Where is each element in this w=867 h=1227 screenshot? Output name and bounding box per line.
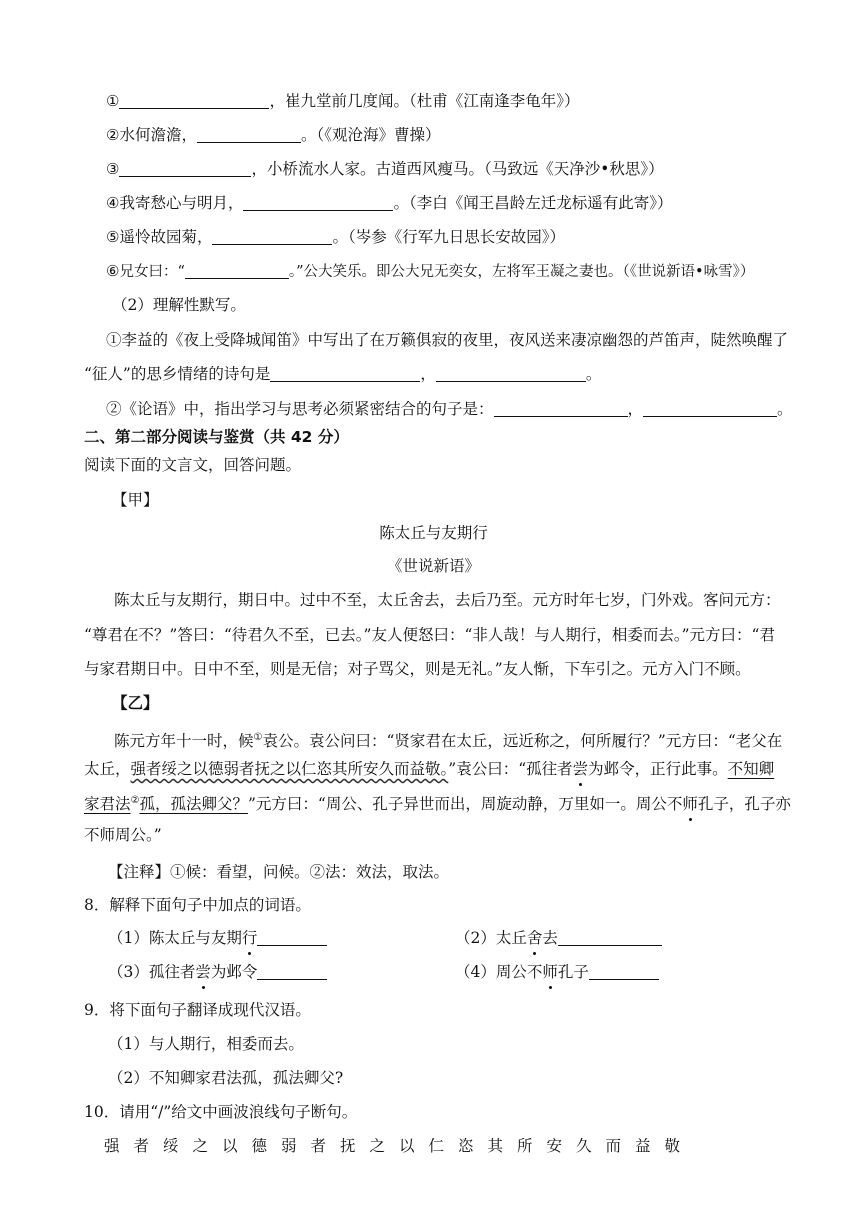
answer-blank[interactable]	[243, 192, 393, 211]
question-8-title: 8．解释下面句子中加点的词语。	[84, 896, 311, 914]
q8-item: （1）陈太丘与友期行	[108, 926, 327, 950]
question-9-title: 9．将下面句子翻译成现代汉语。	[84, 1001, 311, 1019]
answer-blank[interactable]	[436, 363, 586, 382]
item-number: ④	[106, 194, 120, 212]
q9-item: （2）不知卿家君法孤，孤法卿父?	[108, 1069, 344, 1087]
underlined-sentence: 孤，孤法卿父？	[139, 795, 248, 814]
answer-blank[interactable]	[257, 961, 327, 980]
answer-blank[interactable]	[494, 398, 628, 417]
item-number: ⑥	[106, 262, 120, 280]
subheading-understanding: （2）理解性默写。	[112, 296, 246, 314]
answer-blank[interactable]	[643, 398, 777, 417]
fill-item-3: ③ ，小桥流水人家。古道西风瘦马。（马致远《天净沙•秋思》）	[106, 160, 664, 178]
underlined-sentence: 家君法	[84, 795, 131, 814]
passage-jia-line: “尊君在不？”答曰：“待君久不至，已去。”友人便怒曰：“非人哉！与人期行，相委而去。”元方曰：“君	[84, 626, 775, 644]
answer-blank[interactable]	[257, 927, 327, 946]
fill-item-2: ②水何澹澹， 。（《观沧海》曹操）	[106, 126, 441, 144]
answer-blank[interactable]	[212, 226, 332, 245]
answer-blank[interactable]	[119, 90, 269, 109]
punctuation-sentence: 强者绥之以德弱者抚之以仁恣其所安久而益敬	[104, 1137, 695, 1155]
section-instruction: 阅读下面的文言文，回答问题。	[84, 456, 302, 474]
passage-yi-line: 陈元方年十一时，候①袁公。袁公问曰：“贤家君在太丘，远近称之，何所履行？”元方曰：“老父在	[114, 732, 783, 751]
passage-yi-line: 家君法②孤，孤法卿父？”元方曰：“周公、孔子异世而出，周旋动静，万里如一。周公不师孔子，孔子亦	[84, 789, 791, 816]
passage-source: 《世说新语》	[386, 557, 480, 575]
passage-yi-label: 【乙】	[112, 694, 159, 712]
section-heading: 二、第二部分阅读与鉴赏（共 42 分）	[84, 428, 349, 446]
answer-blank[interactable]	[185, 260, 289, 279]
q8-item: （2）太丘舍去	[455, 926, 662, 950]
item-number: ①	[106, 92, 120, 110]
question-2: ②《论语》中，指出学习与思考必须紧密结合的句子是： ， 。	[106, 400, 793, 418]
underlined-sentence: 不知卿	[727, 760, 775, 778]
q8-item: （4）周公不师孔子	[455, 960, 659, 984]
answer-blank[interactable]	[589, 961, 659, 980]
q8-item: （3）孤往者尝为邺令	[108, 960, 327, 984]
annotation-notes: 【注释】①候：看望，问候。②法：效法，取法。	[108, 863, 450, 881]
dotted-word: 师	[682, 792, 698, 816]
item-number: ②	[106, 126, 120, 144]
passage-yi-line: 太丘，强者绥之以德弱者抚之以仁恣其所安久而益敬。”袁公曰：“孤往者尝为邺令，正行此事。不知卿	[84, 757, 774, 781]
question-1-line1: ①李益的《夜上受降城闻笛》中写出了在万籁俱寂的夜里，夜风送来凄凉幽怨的芦笛声，陡然唤醒了	[106, 331, 789, 349]
passage-title: 陈太丘与友期行	[379, 524, 488, 542]
wavy-underlined-sentence: 强者绥之以德弱者抚之以仁恣其所安久而益敬。	[130, 760, 449, 778]
answer-blank[interactable]	[197, 124, 301, 143]
fill-item-5: ⑤遥怜故园菊， 。（岑参《行军九日思长安故园》）	[106, 228, 565, 246]
q9-item: （1）与人期行，相委而去。	[108, 1035, 304, 1053]
item-number: ③	[106, 160, 120, 178]
answer-blank[interactable]	[558, 927, 662, 946]
question-1-line2: “征人”的思乡情绪的诗句是 ， 。	[84, 365, 602, 383]
fill-item-6: ⑥兄女曰：“ 。”公大笑乐。即公大兄无奕女，左将军王凝之妻也。（《世说新语•咏雪》）	[106, 262, 755, 280]
item-number: ⑤	[106, 228, 120, 246]
dotted-word: 尝	[573, 757, 589, 781]
passage-jia-label: 【甲】	[112, 491, 159, 509]
fill-item-1: ① ，崔九堂前几度闻。（杜甫《江南逢李龟年》）	[106, 92, 580, 110]
passage-jia-line: 陈太丘与友期行，期日中。过中不至，太丘舍去，去后乃至。元方时年七岁，门外戏。客问元方：	[114, 591, 781, 609]
passage-yi-line: 不师周公。”	[84, 826, 162, 844]
question-10-title: 10．请用“/”给文中画波浪线句子断句。	[84, 1103, 358, 1121]
fill-item-4: ④我寄愁心与明月， 。（李白《闻王昌龄左迁龙标遥有此寄》）	[106, 194, 673, 212]
passage-jia-line: 与家君期日中。日中不至，则是无信；对子骂父，则是无礼。”友人惭，下车引之。元方入门不顾。	[84, 660, 751, 678]
answer-blank[interactable]	[270, 363, 420, 382]
answer-blank[interactable]	[119, 158, 251, 177]
